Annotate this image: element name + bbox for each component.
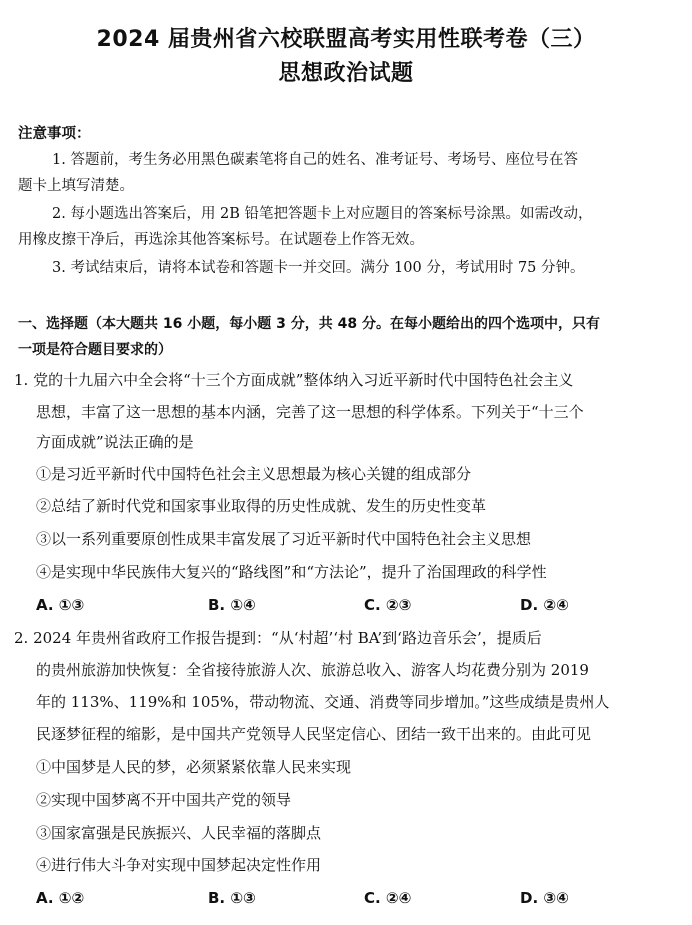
question-stem-line: 2. 2024 年贵州省政府工作报告提到：“从‘村超’‘村 BA’到‘路边音乐会’，提质后 <box>14 629 542 647</box>
question-stem-line: 的贵州旅游加快恢复：全省接待旅游人次、旅游总收入、游客人均花费分别为 2019 <box>36 661 589 679</box>
question-stem-line: 年的 113%、119%和 105%，带动物流、交通、消费等同步增加。”这些成绩是贵州人 <box>36 693 610 711</box>
statement-item: ①是习近平新时代中国特色社会主义思想最为核心关键的组成部分 <box>36 465 472 483</box>
notes-line: 3. 考试结束后，请将本试卷和答题卡一并交回。满分 100 分，考试用时 75 分钟。 <box>52 260 585 276</box>
answer-option-b[interactable]: B. ①③ <box>208 889 256 907</box>
statement-item: ①中国梦是人民的梦，必须紧紧依靠人民来实现 <box>36 758 352 776</box>
exam-title: 2024 届贵州省六校联盟高考实用性联考卷（三） <box>96 27 596 52</box>
notes-line: 题卡上填写清楚。 <box>18 178 134 194</box>
answer-option-d[interactable]: D. ②④ <box>520 596 569 614</box>
section-line: 一项是符合题目要求的） <box>18 342 172 358</box>
statement-item: ②总结了新时代党和国家事业取得的历史性成就、发生的历史性变革 <box>36 497 487 515</box>
question-stem-line: 方面成就”说法正确的是 <box>36 433 194 451</box>
answer-option-b[interactable]: B. ①④ <box>208 596 256 614</box>
question-stem-line: 思想，丰富了这一思想的基本内涵，完善了这一思想的科学体系。下列关于“十三个 <box>36 403 584 421</box>
answer-option-a[interactable]: A. ①③ <box>36 596 85 614</box>
statement-item: ④进行伟大斗争对实现中国梦起决定性作用 <box>36 856 322 874</box>
answer-option-c[interactable]: C. ②③ <box>364 596 412 614</box>
statement-item: ②实现中国梦离不开中国共产党的领导 <box>36 791 292 809</box>
section-line: 一、选择题（本大题共 16 小题，每小题 3 分，共 48 分。在每小题给出的四个选项中，只有 <box>18 316 600 332</box>
statement-item: ④是实现中华民族伟大复兴的“路线图”和“方法论”，提升了治国理政的科学性 <box>36 563 547 581</box>
question-stem-line: 民逐梦征程的缩影，是中国共产党领导人民坚定信心、团结一致干出来的。由此可见 <box>36 725 592 743</box>
statement-item: ③以一系列重要原创性成果丰富发展了习近平新时代中国特色社会主义思想 <box>36 530 532 548</box>
answer-option-c[interactable]: C. ②④ <box>364 889 412 907</box>
notes-heading: 注意事项： <box>18 126 91 142</box>
exam-subject: 思想政治试题 <box>278 61 414 86</box>
notes-line: 1. 答题前，考生务必用黑色碳素笔将自己的姓名、准考证号、考场号、座位号在答 <box>52 152 578 168</box>
statement-item: ③国家富强是民族振兴、人民幸福的落脚点 <box>36 824 322 842</box>
answer-option-d[interactable]: D. ③④ <box>520 889 569 907</box>
question-stem-line: 1. 党的十九届六中全会将“十三个方面成就”整体纳入习近平新时代中国特色社会主义 <box>14 371 574 389</box>
notes-line: 2. 每小题选出答案后，用 2B 铅笔把答题卡上对应题目的答案标号涂黑。如需改动， <box>52 206 593 222</box>
answer-option-a[interactable]: A. ①② <box>36 889 85 907</box>
notes-line: 用橡皮擦干净后，再选涂其他答案标号。在试题卷上作答无效。 <box>18 232 424 248</box>
